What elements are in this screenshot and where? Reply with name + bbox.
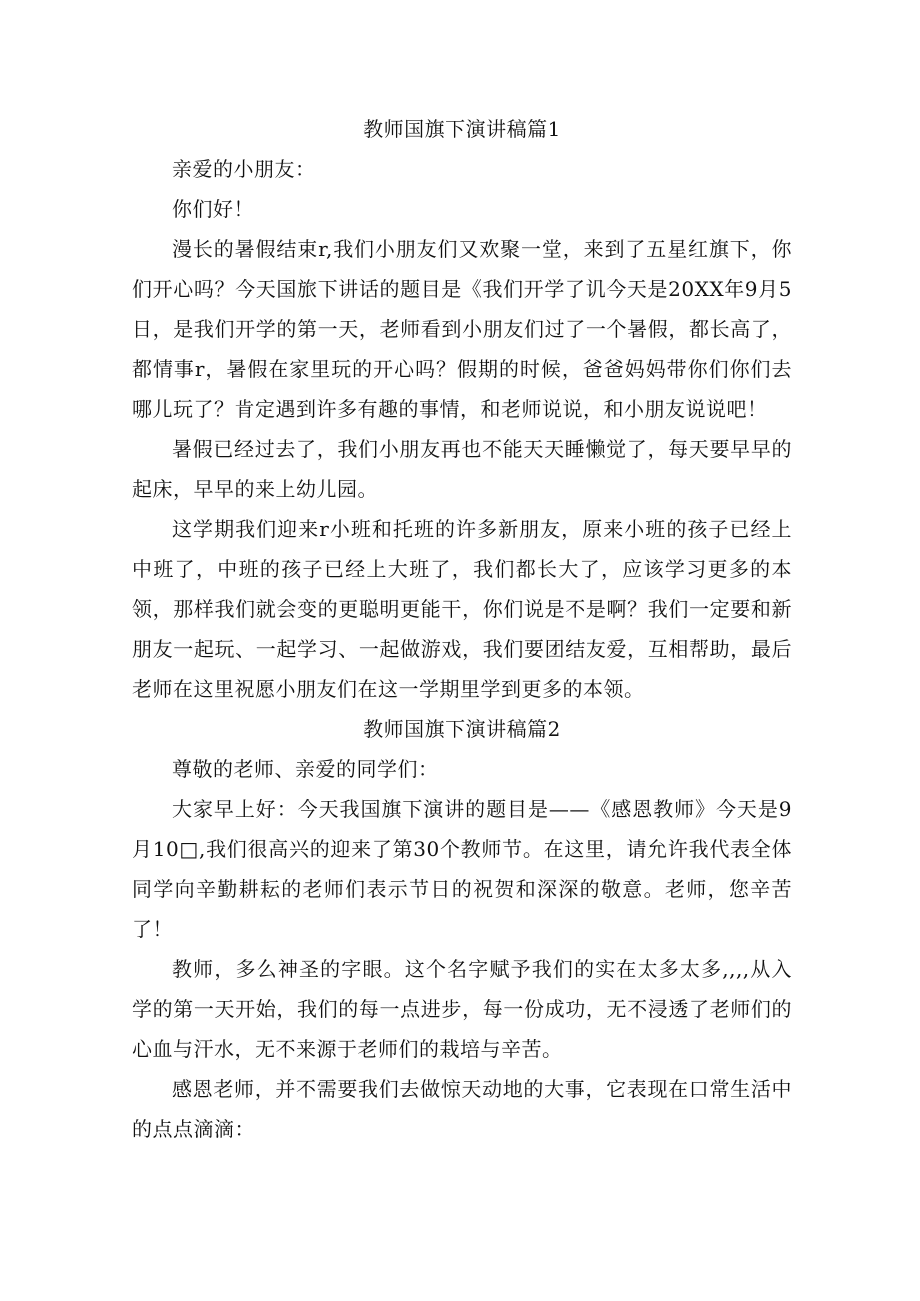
paragraph-1-2: 暑假已经过去了，我们小朋友再也不能天天睡懒觉了，每天要早早的起床，早早的来上幼儿园。 [132, 437, 792, 501]
greeting-2: 尊敬的老师、亲爱的同学们： [172, 757, 439, 781]
hello-line: 你们好！ [172, 197, 254, 221]
paragraph-2-1: 大家早上好：今天我国旗下演讲的题目是——《感恩教师》今天是9月10□,我们很高兴的迎来了第30个教师节。在这里，请允许我代表全体同学向辛勤耕耘的老师们表示节日的祝贺和深深的敬意。老师，您辛苦了！ [132, 797, 792, 941]
greeting-1: 亲爱的小朋友： [172, 157, 316, 181]
document-body [132, 109, 792, 1149]
paragraph-1-1: 漫长的暑假结束r,我们小朋友们又欢聚一堂，来到了五星红旗下，你们开心吗？今天国旅下讲话的题目是《我们开学了讥今天是20XX年9月5日，是我们开学的第一天，老师看到小朋友们过了一个暑假，都长高了，都情事r，暑假在家里玩的开心吗？假期的时候，爸爸妈妈带你们你们去哪儿玩了？肯定遇到许多有趣的事情，和老师说说，和小朋友说说吧！ [132, 237, 792, 421]
paragraph-2-2: 教师，多么神圣的字眼。这个名字赋予我们的实在太多太多,,,,从入学的第一天开始，我们的每一点进步，每一份成功，无不浸透了老师们的心血与汗水，无不来源于老师们的栽培与辛苦。 [132, 957, 792, 1061]
paragraph-2-3: 感恩老师，并不需要我们去做惊天动地的大事，它表现在口常生活中的点点滴滴： [132, 1077, 792, 1141]
title-2: 教师国旗下演讲稿篇2 [363, 717, 561, 741]
title-1: 教师国旗下演讲稿篇1 [363, 117, 561, 141]
paragraph-1-3: 这学期我们迎来r小班和托班的许多新朋友，原来小班的孩子已经上中班了，中班的孩子已经上大班了，我们都长大了，应该学习更多的本领，那样我们就会变的更聪明更能干，你们说是不是啊？我们一定要和新朋友一起玩、一起学习、一起做游戏，我们要团结友爱，互相帮助，最后老师在这里祝愿小朋友们在这一学期里学到更多的本领。 [132, 517, 792, 701]
